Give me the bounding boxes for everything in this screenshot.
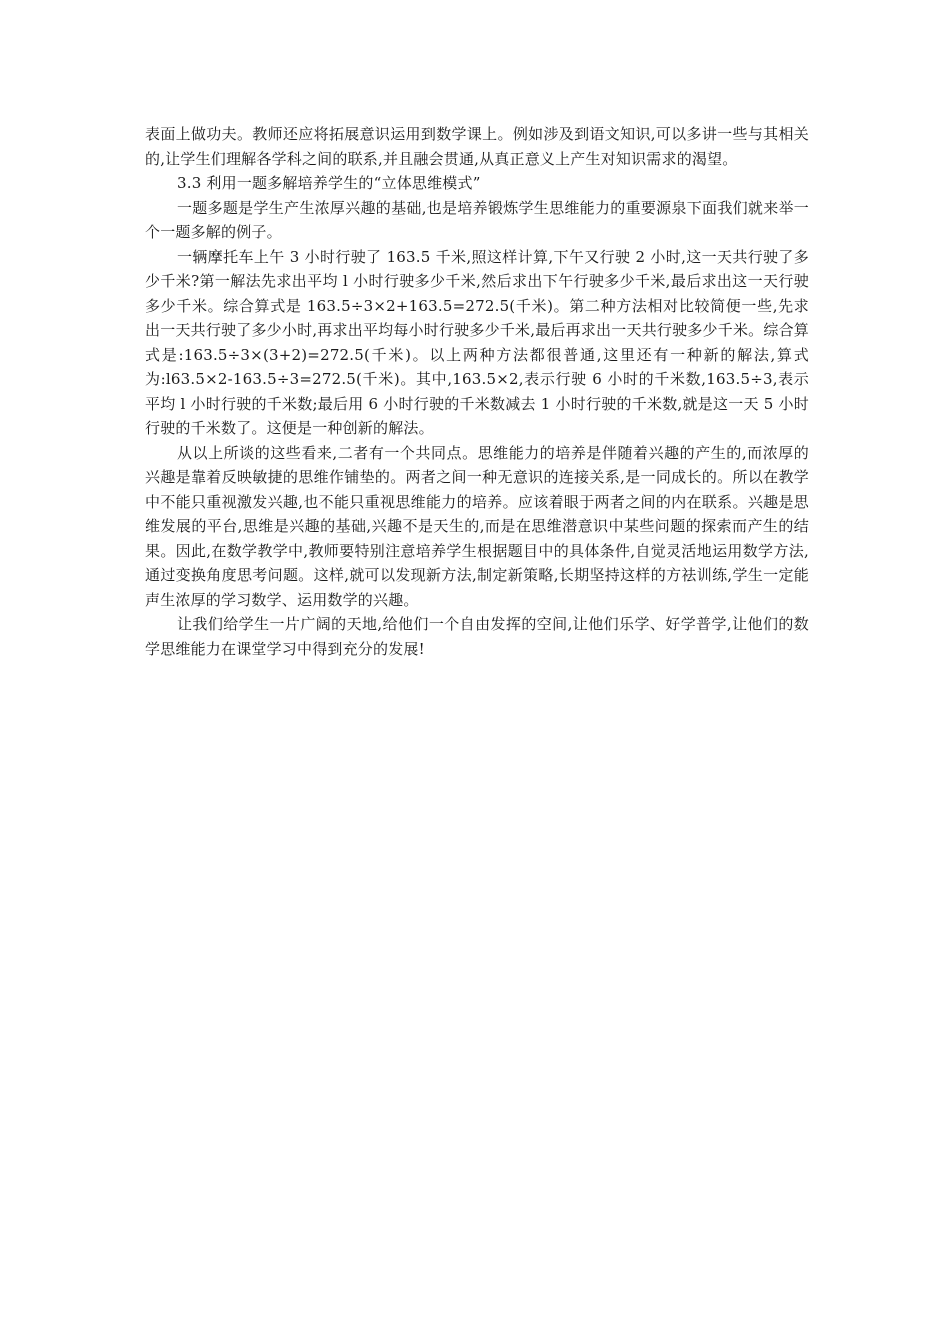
paragraph-conclusion: 让我们给学生一片广阔的天地,给他们一个自由发挥的空间,让他们乐学、好学普学,让他们的数学思维能力在课堂学习中得到充分的发展! [145, 615, 809, 658]
paragraph-motorcycle-example: 一辆摩托车上午 3 小时行驶了 163.5 千米,照这样计算,下午又行驶 2 小时,这一天共行驶了多少千米?第一解法先求出平均 l 小时行驶多少千米,然后求出下午行驶多少千米,最后求出这一天行驶多少千米。综合算式是 163.5÷3×2+163.5=272.5(千米)。第二种方法相对比较简便一些,先求出一天共行驶了多少小时,再求出平均每小时行驶多少千米,最后再求出一天共行驶多少千米。综合算式是:163.5÷3×(3+2)=272.5(千米)。以上两种方法都很普通,这里还有一种新的解法,算式为:l63.5×2-163.5÷3=272.5(千米)。其中,163.5×2,表示行驶 6 小时的千米数,163.5÷3,表示平均 l 小时行驶的千米数;最后用 6 小时行驶的千米数减去 1 小时行驶的千米数,就是这一天 5 小时行驶的千米数了。这便是一种创新的解法。 [145, 247, 809, 437]
paragraph-continuation: 表面上做功夫。教师还应将拓展意识运用到数学课上。例如涉及到语文知识,可以多讲一些与其相关的,让学生们理解各学科之间的联系,并且融会贯通,从真正意义上产生对知识需求的渴望。 [145, 125, 809, 168]
paragraph-interest-and-thinking: 从以上所谈的这些看来,二者有一个共同点。思维能力的培养是伴随着兴趣的产生的,而浓厚的兴趣是靠着反映敏捷的思维作铺垫的。两者之间一种无意识的连接关系,是一同成长的。所以在教学中不能只重视激发兴趣,也不能只重视思维能力的培养。应该着眼于两者之间的内在联系。兴趣是思维发展的平台,思维是兴趣的基础,兴趣不是天生的,而是在思维潜意识中某些问题的探索而产生的结果。因此,在数学教学中,教师要特别注意培养学生根据题目中的具体条件,自觉灵活地运用数学方法,通过变换角度思考问题。这样,就可以发现新方法,制定新策略,长期坚持这样的方祛训练,学生一定能声生浓厚的学习数学、运用数学的兴趣。 [145, 443, 809, 609]
document-body [145, 122, 809, 661]
section-heading-3-3: 3.3 利用一题多解培养学生的“立体思维模式” [177, 174, 481, 192]
paragraph-intro-multiple-solutions: 一题多题是学生产生浓厚兴趣的基础,也是培养锻炼学生思维能力的重要源泉下面我们就来举一个一题多解的例子。 [145, 198, 809, 241]
